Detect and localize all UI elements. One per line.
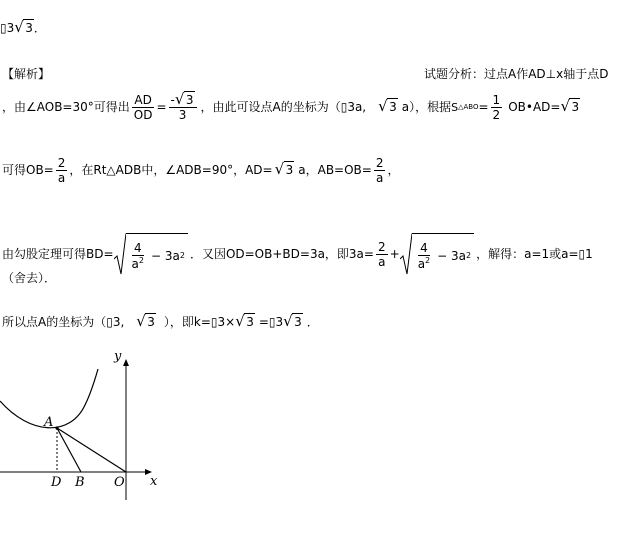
sqrt-3: √ 3	[283, 312, 302, 330]
neg-sqrt3-over-3: - √ 3 3	[169, 94, 197, 121]
sqrt-3-end: √ 3	[560, 97, 580, 115]
two-over-a: $\frac{2}{a}$	[57, 155, 66, 185]
y-axis-arrow	[123, 359, 129, 366]
sqrt-3: √ 3	[136, 312, 155, 330]
segment-oa	[57, 428, 126, 472]
geometry-figure	[0, 345, 180, 545]
segment-ab	[57, 428, 81, 472]
label-d: D	[51, 475, 62, 490]
point-a	[55, 426, 58, 429]
answer-line: ▯3 √ 3．	[0, 18, 46, 36]
y-axis-label: y	[114, 349, 122, 364]
solution-line-3: 由勾股定理可得BD= $\frac{4}{a^2}$ − 3a 2 ．又因OD=OB+BD=3a，即3a= $\frac{2}{a}$ + $\frac{4}{a^2}$ − 3a 2 ，解得：a=1或a=▯1	[2, 232, 593, 276]
x-axis-label: x	[150, 474, 158, 489]
label-a: A	[44, 415, 54, 430]
solution-line-4: （舍去）．	[2, 271, 57, 285]
sqrt-3: √ 3	[235, 312, 254, 330]
analysis-label: 【解析】	[2, 67, 51, 81]
sqrt-3: √ 3	[378, 97, 397, 115]
solution-line-5: 所以点A的坐标为（▯3, √ 3 ），即k=▯3× √ 3 =▯3 √ 3 ．	[2, 312, 319, 330]
sqrt-3: √ 3	[274, 160, 294, 178]
solution-line-2: 可得OB= $\frac{2}{a}$ ，在Rt△ADB中，∠ADB=90°，AD= √ 3 a，AB=OB= $\frac{2}{a}$ ，	[2, 155, 400, 185]
bd-radical-2: $\frac{4}{a^2}$ − 3a 2	[400, 233, 474, 275]
label-o: O	[114, 475, 125, 490]
answer-sqrt: √ 3	[14, 18, 33, 36]
bd-radical: $\frac{4}{a^2}$ − 3a 2	[114, 233, 188, 275]
label-b: B	[75, 475, 85, 490]
answer-prefix: ▯3	[0, 21, 15, 35]
one-half: $\frac{1}{2}$	[492, 92, 501, 122]
ad-over-od: $\frac{AD}{OD}$	[133, 92, 153, 122]
solution-line-1: ，由∠AOB=30°可得出 $\frac{AD}{OD}$ = - √ 3 3 ，由此可设点A的坐标为（▯3a, √ 3 a），根据 S △ABO = $\frac{1}{2}$ OB•AD= √ 3	[2, 89, 580, 122]
two-over-a-2: $\frac{2}{a}$	[375, 155, 384, 185]
analysis-intro: 试题分析：过点A作AD⊥x轴于点D	[424, 67, 609, 81]
two-over-a-3: $\frac{2}{a}$	[377, 239, 386, 269]
